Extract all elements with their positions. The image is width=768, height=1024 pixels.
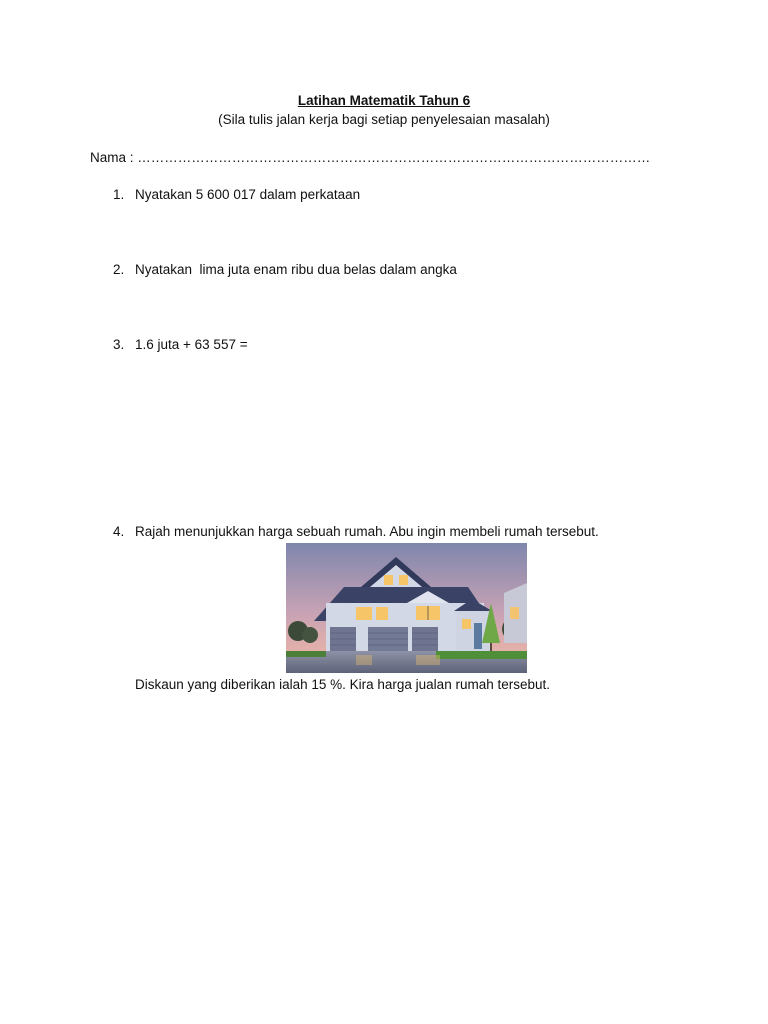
name-field[interactable] [90, 150, 680, 165]
question-number: 3. [113, 337, 125, 352]
question-number: 4. [113, 524, 125, 539]
question-4-note: Diskaun yang diberikan ialah 15 %. Kira harga jualan rumah tersebut. [135, 677, 550, 692]
question-2 [113, 262, 457, 277]
house-image [286, 543, 527, 673]
question-number: 2. [113, 262, 125, 277]
worksheet-title: Latihan Matematik Tahun 6 [297, 93, 471, 108]
name-label: Nama : [90, 150, 134, 165]
question-text: Nyatakan lima juta enam ribu dua belas dalam angka [135, 262, 457, 277]
question-number: 1. [113, 187, 125, 202]
question-4 [113, 524, 599, 539]
question-text: Nyatakan 5 600 017 dalam perkataan [135, 187, 361, 202]
name-blank: …………………………………………………………………………………………………… [137, 150, 651, 165]
question-text: Rajah menunjukkan harga sebuah rumah. Abu ingin membeli rumah tersebut. [135, 524, 599, 539]
worksheet-instructions: (Sila tulis jalan kerja bagi setiap penyelesaian masalah) [218, 112, 550, 127]
question-text: 1.6 juta + 63 557 = [135, 337, 248, 352]
question-1 [113, 187, 360, 202]
question-3 [113, 337, 248, 352]
